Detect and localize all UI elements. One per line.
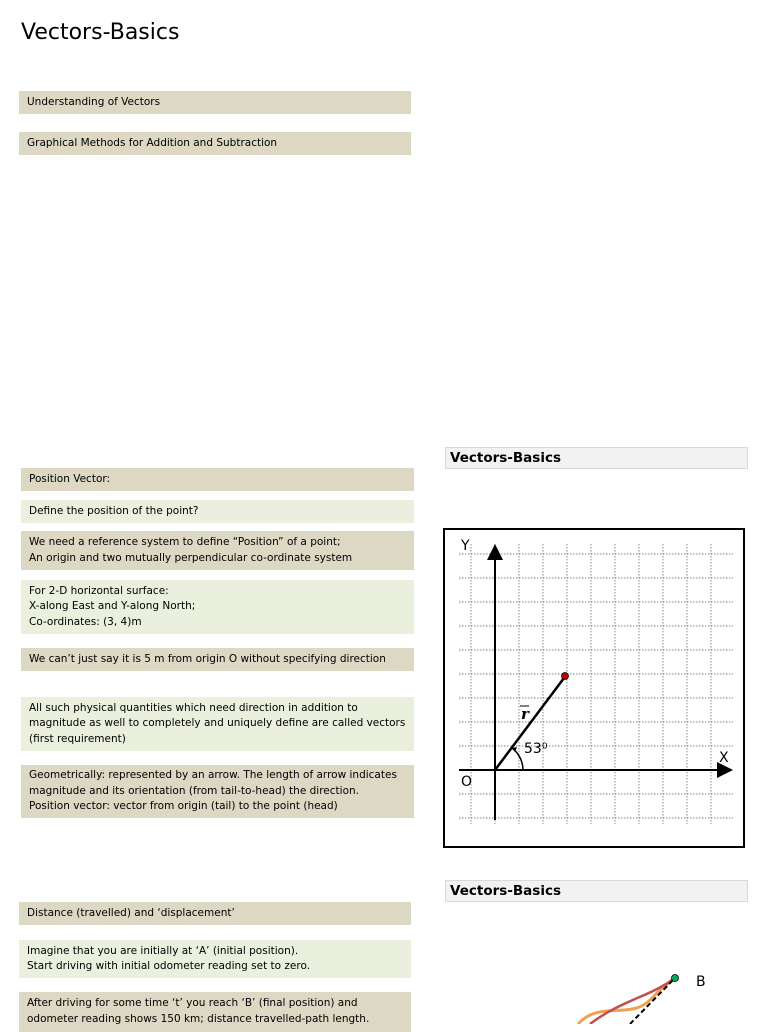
note-reference-system <box>21 531 414 570</box>
point-b-label: B <box>696 974 706 990</box>
note-line: Distance (travelled) and ‘displacement’ <box>27 906 235 919</box>
note-final-position <box>19 992 411 1032</box>
note-define-position <box>21 500 414 523</box>
page-title: Vectors-Basics <box>21 20 180 45</box>
point-b-marker <box>672 975 679 982</box>
note-line: Position Vector: <box>29 472 111 485</box>
origin-label: O <box>461 774 473 790</box>
grid-lines <box>459 544 733 824</box>
note-line: X-along East and Y-along North; <box>29 600 196 613</box>
position-vector-diagram <box>443 528 745 848</box>
note-vectors-definition <box>21 697 414 751</box>
note-geometric-representation <box>21 765 414 818</box>
note-initial-position <box>19 940 411 978</box>
note-position-vector <box>21 468 414 491</box>
note-line: Geometrically: represented by an arrow. The length of arrow indicates <box>29 769 397 782</box>
section-graphical-methods[interactable] <box>19 132 411 155</box>
path-orange <box>578 978 675 1024</box>
note-direction-needed <box>21 648 414 671</box>
note-line: After driving for some time ‘t’ you reach ‘B’ (final position) and <box>27 997 358 1009</box>
note-line: We can’t just say it is 5 m from origin O without specifying direction <box>29 652 386 665</box>
note-line: Imagine that you are initially at ‘A’ (initial position). <box>27 944 299 957</box>
vector-head-point <box>562 673 569 680</box>
section-label: Understanding of Vectors <box>27 95 161 108</box>
note-line: Define the position of the point? <box>29 504 199 517</box>
note-2d-surface <box>21 580 414 634</box>
slide-panel-title: Vectors-Basics <box>445 447 748 469</box>
x-axis-label: X <box>719 750 729 766</box>
section-label: Graphical Methods for Addition and Subtraction <box>27 136 278 149</box>
note-line: Co-ordinates: (3, 4)m <box>29 615 142 628</box>
note-line: Position vector: vector from origin (tail) to the point (head) <box>29 800 338 813</box>
note-line: magnitude as well to completely and uniquely define are called vectors <box>29 717 406 730</box>
note-line: Start driving with initial odometer reading set to zero. <box>27 960 311 972</box>
angle-arc <box>512 748 523 770</box>
y-axis-label: Y <box>461 538 470 554</box>
note-line: odometer reading shows 150 km; distance travelled-path length. <box>27 1012 370 1025</box>
note-line: (first requirement) <box>29 732 126 745</box>
vector-label: r <box>521 705 529 723</box>
note-line: All such physical quantities which need direction in addition to <box>29 701 358 714</box>
coordinate-grid-svg <box>445 530 743 846</box>
angle-label: 53⁰ <box>524 741 548 757</box>
note-line: magnitude and its orientation (from tail-to-head) the direction. <box>29 784 359 797</box>
note-line: We need a reference system to define “Position” of a point; <box>29 536 341 548</box>
path-red <box>590 978 675 1024</box>
section-understanding-vectors[interactable] <box>19 91 411 114</box>
slide-panel-title-2: Vectors-Basics <box>445 880 748 902</box>
displacement-diagram <box>560 960 720 1024</box>
note-line: For 2-D horizontal surface: <box>29 584 169 597</box>
note-line: An origin and two mutually perpendicular co-ordinate system <box>29 551 353 564</box>
note-distance-displacement <box>19 902 411 925</box>
